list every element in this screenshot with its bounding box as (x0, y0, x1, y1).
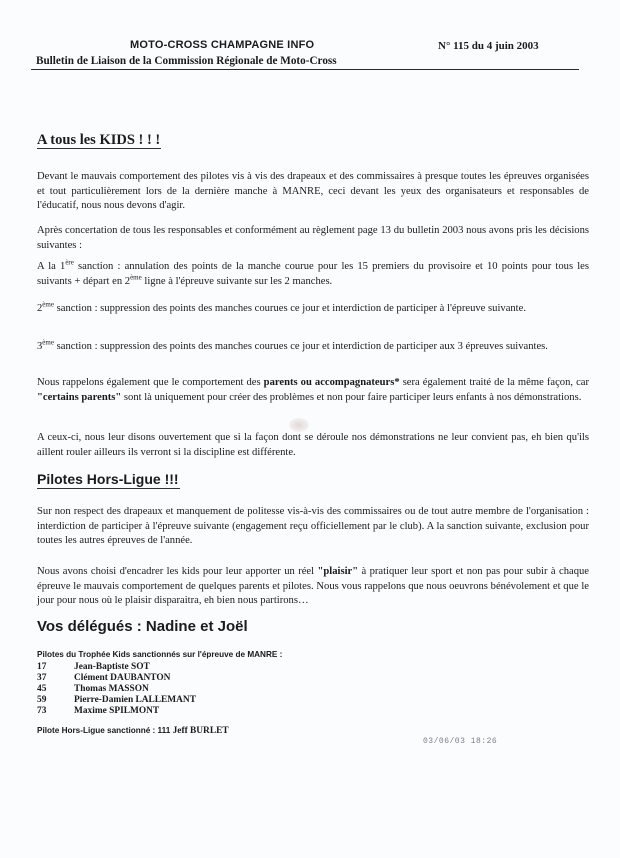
heading-kids-underline (37, 148, 161, 149)
pilot-number: 59 (37, 695, 47, 705)
heading-hors-ligue: Pilotes Hors-Ligue !!! (37, 471, 179, 487)
hors-ligue-sanctioned: Pilote Hors-Ligue sanctionné : 111 Jeff BURLET (37, 726, 229, 736)
pilot-number: 17 (37, 662, 47, 672)
pilot-number: 37 (37, 673, 47, 683)
pilot-name: Jean-Baptiste SOT (74, 662, 150, 672)
paragraph-decisions: Après concertation de tous les responsables et conformément au règlement page 13 du bulletin 2003 nous avons pris les décisions suivantes : (37, 225, 589, 251)
heading-delegues: Vos délégués : Nadine et Joël (37, 618, 248, 635)
bulletin-title: MOTO-CROSS CHAMPAGNE INFO (130, 39, 315, 51)
paragraph-sanction-2: 2ème sanction : suppression des points des manches courues ce jour et interdiction de participer à l'épreuve suivante. (37, 300, 526, 314)
sanctioned-list-heading: Pilotes du Trophée Kids sanctionnés sur l'épreuve de MANRE : (37, 650, 283, 659)
paragraph-warning: A ceux-ci, nous leur disons ouvertement que si la façon dont se déroule nos démonstrations ne leur convient pas, eh bien qu'ils aillent rouler ailleurs ils verront si la discipline est différente. (37, 432, 589, 458)
pilot-name: Maxime SPILMONT (74, 706, 160, 716)
pilot-name: Clément DAUBANTON (74, 673, 171, 683)
paragraph-hors-ligue: Sur non respect des drapeaux et manquement de politesse vis-à-vis des commissaires ou de tout autre membre de l'organisation : interdiction de participer à l'épreuve suivante (engagement reçu officiellement par le club). A la sanction suivante, exclusion pour toutes les autres épreuves de l'année. (37, 506, 589, 547)
scan-smudge (289, 418, 309, 432)
heading-hors-ligue-underline (37, 488, 180, 489)
paragraph-intro: Devant le mauvais comportement des pilotes vis à vis des drapeaux et des commissaires à presque toutes les épreuves organisées et tout particulièrement lors de la dernière manche à MANRE, ceci devant les yeux des organisateurs et responsables de l'éducatif, nous nous devons d'agir. (37, 171, 589, 212)
pilot-name: Thomas MASSON (74, 684, 149, 694)
paragraph-parents: Nous rappelons également que le comportement des parents ou accompagnateurs* sera également traité de la même façon, car "certains parents" sont là uniquement pour créer des problèmes et non pour faire participer leurs enfants à nos démonstrations. (37, 377, 589, 403)
pilot-number: 73 (37, 706, 47, 716)
paragraph-sanction-1: A la 1ère sanction : annulation des points de la manche courue pour les 15 premiers du provisoire et 10 points pour tous les suivants + départ en 2ème ligne à l'épreuve suivante sur les 2 manches. (37, 258, 589, 287)
fax-timestamp: 03/06/03 18:26 (423, 737, 498, 746)
issue-number: N° 115 du 4 juin 2003 (438, 40, 539, 52)
pilot-name: Pierre-Damien LALLEMANT (74, 695, 196, 705)
heading-kids: A tous les KIDS ! ! ! (37, 132, 161, 148)
header-divider (31, 69, 579, 70)
bulletin-subtitle: Bulletin de Liaison de la Commission Régionale de Moto-Cross (36, 55, 337, 67)
pilot-number: 45 (37, 684, 47, 694)
paragraph-plaisir: Nous avons choisi d'encadrer les kids pour leur apporter un réel "plaisir" à pratiquer leur sport et non pas pour subir à chaque épreuve le mauvais comportement de quelques parents et pilotes. Nous vous rappelons que nous oeuvrons bénévolement et que le jour pour nous où le plaisir disparaitra, eh bien nous partirons… (37, 566, 589, 607)
paragraph-sanction-3: 3ème sanction : suppression des points des manches courues ce jour et interdiction de participer aux 3 épreuves suivantes. (37, 338, 548, 352)
